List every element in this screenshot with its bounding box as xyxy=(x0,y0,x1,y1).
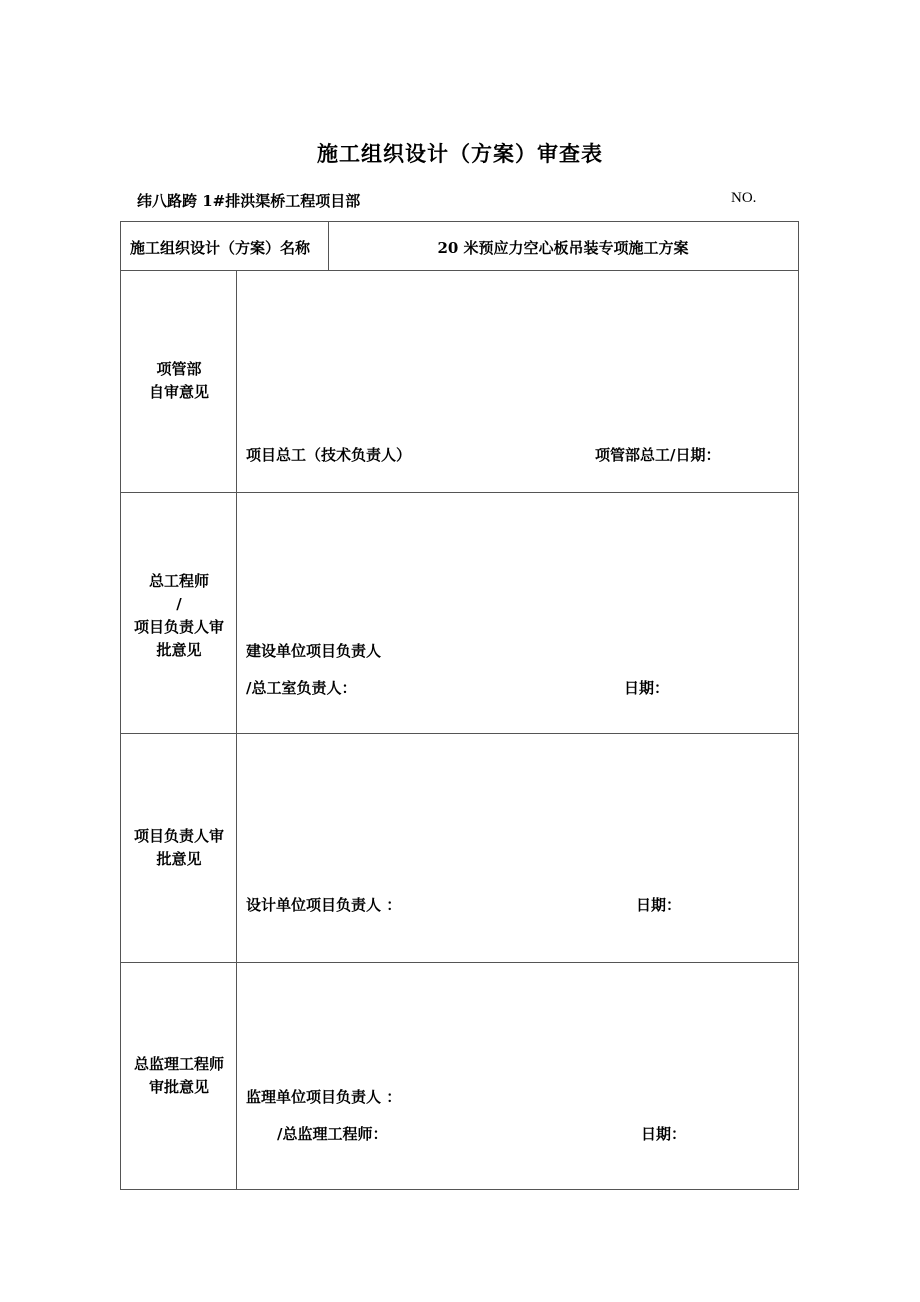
chief-engineer-signature-label: 项目总工（技术负责人） xyxy=(246,446,412,464)
row-divider xyxy=(121,270,798,271)
section-label-dept-self-review: 项管部 自审意见 xyxy=(148,360,209,401)
date-label: 日期： xyxy=(636,896,682,914)
section-label-project-lead-approval: 项目负责人审 批意见 xyxy=(133,827,224,868)
date-label: 日期： xyxy=(641,1125,687,1143)
review-form-table xyxy=(120,221,799,1190)
plan-name-value: 20 米预应力空心板吊装专项施工方案 xyxy=(437,239,689,257)
owner-project-lead-label: 建设单位项目负责人 xyxy=(246,642,382,660)
chief-supervisor-label: /总监理工程师： xyxy=(277,1125,388,1143)
document-number-label: NO. xyxy=(731,190,757,206)
date-label: 日期： xyxy=(624,679,670,697)
chief-office-lead-label: /总工室负责人： xyxy=(246,679,357,697)
section-label-chief-engineer-approval: 总工程师 / 项目负责人审 批意见 xyxy=(133,572,224,659)
project-department: 纬八路跨 1#排洪渠桥工程项目部 xyxy=(137,192,361,210)
page-title: 施工组织设计（方案）审查表 xyxy=(317,141,603,166)
column-divider xyxy=(236,270,237,1189)
row-divider xyxy=(121,733,798,734)
design-project-lead-label: 设计单位项目负责人 ： xyxy=(246,896,402,914)
row-divider xyxy=(121,962,798,963)
dept-chief-date-label: 项管部总工/日期： xyxy=(595,446,721,464)
section-label-chief-supervisor-approval: 总监理工程师 审批意见 xyxy=(133,1055,224,1096)
supervision-project-lead-label: 监理单位项目负责人 ： xyxy=(246,1088,402,1106)
plan-name-label: 施工组织设计（方案）名称 xyxy=(130,239,311,257)
row-divider xyxy=(121,492,798,493)
